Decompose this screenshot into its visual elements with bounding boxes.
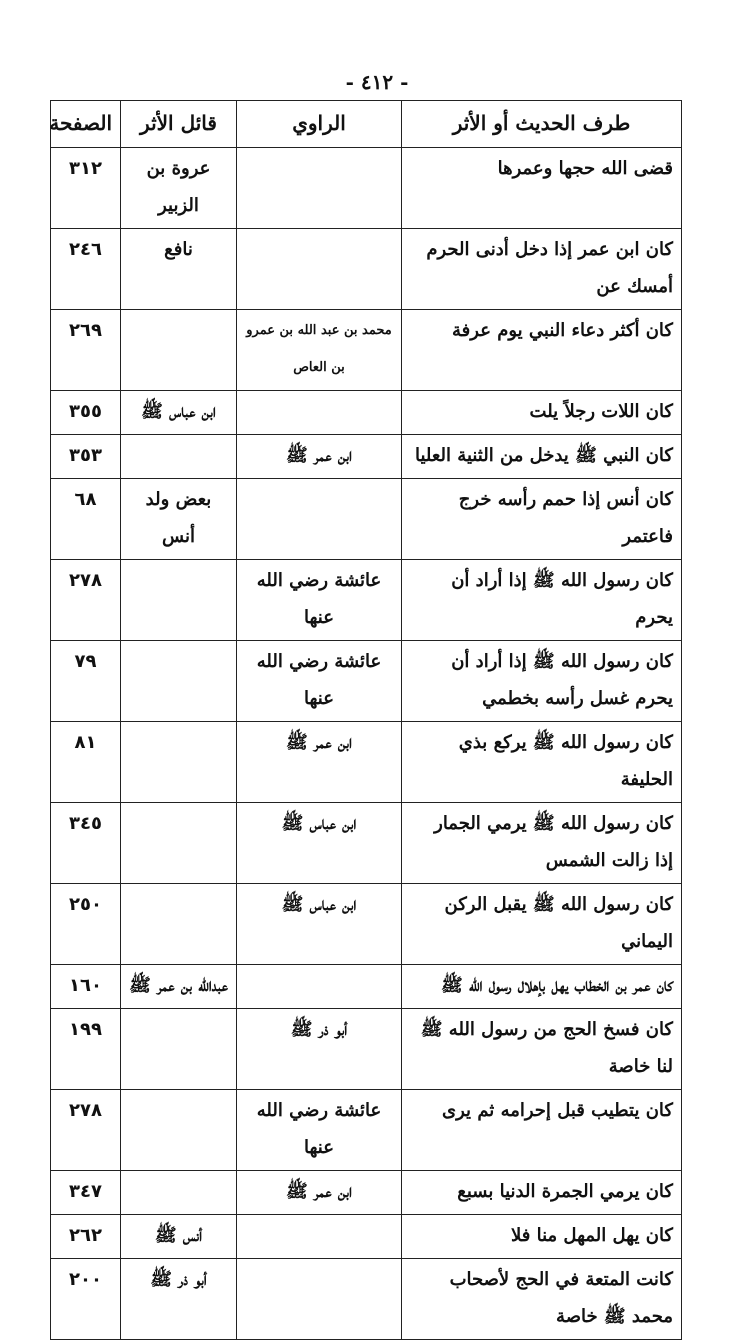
- narrator-cell: [237, 479, 402, 560]
- sayer-cell: [121, 310, 237, 391]
- narrator-cell: [237, 229, 402, 310]
- table-row: [51, 965, 682, 1009]
- hadith-cell: كان رسول الله ﷺ يرمي الجمار إذا زالت الشمس: [402, 803, 682, 884]
- narrator-cell: ابن عباس ﷺ: [237, 803, 402, 884]
- narrator-cell: محمد بن عبد الله بن عمرو بن العاص: [237, 310, 402, 391]
- hadith-cell: كان يهل المهل منا فلا: [402, 1215, 682, 1259]
- sayer-cell: نافع: [121, 229, 237, 310]
- table-row: [51, 310, 682, 391]
- page-cell: ٢٤٦: [51, 229, 121, 310]
- narrator-cell: [237, 391, 402, 435]
- sayer-cell: [121, 641, 237, 722]
- page-cell: ٦٨: [51, 479, 121, 560]
- table-row: [51, 1009, 682, 1090]
- table-row: [51, 229, 682, 310]
- hadith-cell: كان فسخ الحج من رسول الله ﷺ لنا خاصة: [402, 1009, 682, 1090]
- page-cell: ٣٤٥: [51, 803, 121, 884]
- narrator-cell: ابن عمر ﷺ: [237, 722, 402, 803]
- table-row: [51, 1259, 682, 1340]
- sayer-cell: [121, 722, 237, 803]
- table-row: [51, 803, 682, 884]
- hadith-cell: كان رسول الله ﷺ يركع بذي الحليفة: [402, 722, 682, 803]
- header-sayer: قائل الأثر: [121, 101, 237, 148]
- hadith-cell: كان أكثر دعاء النبي يوم عرفة: [402, 310, 682, 391]
- table-row: [51, 391, 682, 435]
- sayer-cell: أنس ﷺ: [121, 1215, 237, 1259]
- page-cell: ١٩٩: [51, 1009, 121, 1090]
- narrator-cell: عائشة رضي الله عنها: [237, 1090, 402, 1171]
- page-cell: ٣٥٥: [51, 391, 121, 435]
- narrator-cell: عائشة رضي الله عنها: [237, 560, 402, 641]
- sayer-cell: [121, 803, 237, 884]
- table-row: [51, 641, 682, 722]
- hadith-cell: كان عمر بن الخطاب يهل بإهلال رسول الله ﷺ: [402, 965, 682, 1009]
- sayer-cell: [121, 1009, 237, 1090]
- narrator-cell: ابن عمر ﷺ: [237, 1171, 402, 1215]
- page-number: - ٤١٢ -: [345, 70, 409, 94]
- hadith-cell: كان يتطيب قبل إحرامه ثم يرى: [402, 1090, 682, 1171]
- page-cell: ٨١: [51, 722, 121, 803]
- page-cell: ٢٧٨: [51, 560, 121, 641]
- narrator-cell: [237, 1215, 402, 1259]
- page-cell: ٢٦٩: [51, 310, 121, 391]
- hadith-cell: كان رسول الله ﷺ يقبل الركن اليماني: [402, 884, 682, 965]
- table-row: [51, 479, 682, 560]
- sayer-cell: [121, 1090, 237, 1171]
- table-header-row: [51, 101, 682, 148]
- hadith-cell: كان اللات رجلاً يلت: [402, 391, 682, 435]
- sayer-cell: عروة بن الزبير: [121, 148, 237, 229]
- narrator-cell: عائشة رضي الله عنها: [237, 641, 402, 722]
- sayer-cell: [121, 560, 237, 641]
- table-row: [51, 1171, 682, 1215]
- header-hadith: طرف الحديث أو الأثر: [402, 101, 682, 148]
- table-row: [51, 884, 682, 965]
- sayer-cell: [121, 435, 237, 479]
- table-row: [51, 560, 682, 641]
- page-cell: ٧٩: [51, 641, 121, 722]
- sayer-cell: [121, 884, 237, 965]
- narrator-cell: [237, 148, 402, 229]
- narrator-cell: ابن عباس ﷺ: [237, 884, 402, 965]
- page-cell: ٢٦٢: [51, 1215, 121, 1259]
- hadith-cell: كان النبي ﷺ يدخل من الثنية العليا: [402, 435, 682, 479]
- sayer-cell: أبو ذر ﷺ: [121, 1259, 237, 1340]
- table-row: [51, 148, 682, 229]
- table-row: [51, 435, 682, 479]
- hadith-index-table: [50, 100, 682, 1340]
- narrator-cell: ابن عمر ﷺ: [237, 435, 402, 479]
- page-cell: ٢٥٠: [51, 884, 121, 965]
- narrator-cell: [237, 965, 402, 1009]
- sayer-cell: بعض ولد أنس: [121, 479, 237, 560]
- sayer-cell: [121, 1171, 237, 1215]
- header-narrator: الراوي: [237, 101, 402, 148]
- table-row: [51, 722, 682, 803]
- hadith-cell: قضى الله حجها وعمرها: [402, 148, 682, 229]
- page-cell: ٣٤٧: [51, 1171, 121, 1215]
- narrator-cell: [237, 1259, 402, 1340]
- page-cell: ٢٠٠: [51, 1259, 121, 1340]
- page-cell: ٢٧٨: [51, 1090, 121, 1171]
- page-cell: ٣٥٣: [51, 435, 121, 479]
- table-row: [51, 1090, 682, 1171]
- sayer-cell: ابن عباس ﷺ: [121, 391, 237, 435]
- table-row: [51, 1215, 682, 1259]
- header-page: الصفحة: [51, 101, 121, 148]
- hadith-cell: كان أنس إذا حمم رأسه خرج فاعتمر: [402, 479, 682, 560]
- hadith-cell: كانت المتعة في الحج لأصحاب محمد ﷺ خاصة: [402, 1259, 682, 1340]
- narrator-cell: أبو ذر ﷺ: [237, 1009, 402, 1090]
- page-cell: ٣١٢: [51, 148, 121, 229]
- hadith-cell: كان رسول الله ﷺ إذا أراد أن يحرم: [402, 560, 682, 641]
- sayer-cell: عبدالله بن عمر ﷺ: [121, 965, 237, 1009]
- hadith-cell: كان يرمي الجمرة الدنيا بسبع: [402, 1171, 682, 1215]
- page-cell: ١٦٠: [51, 965, 121, 1009]
- hadith-cell: كان ابن عمر إذا دخل أدنى الحرم أمسك عن: [402, 229, 682, 310]
- hadith-cell: كان رسول الله ﷺ إذا أراد أن يحرم غسل رأسه بخطمي: [402, 641, 682, 722]
